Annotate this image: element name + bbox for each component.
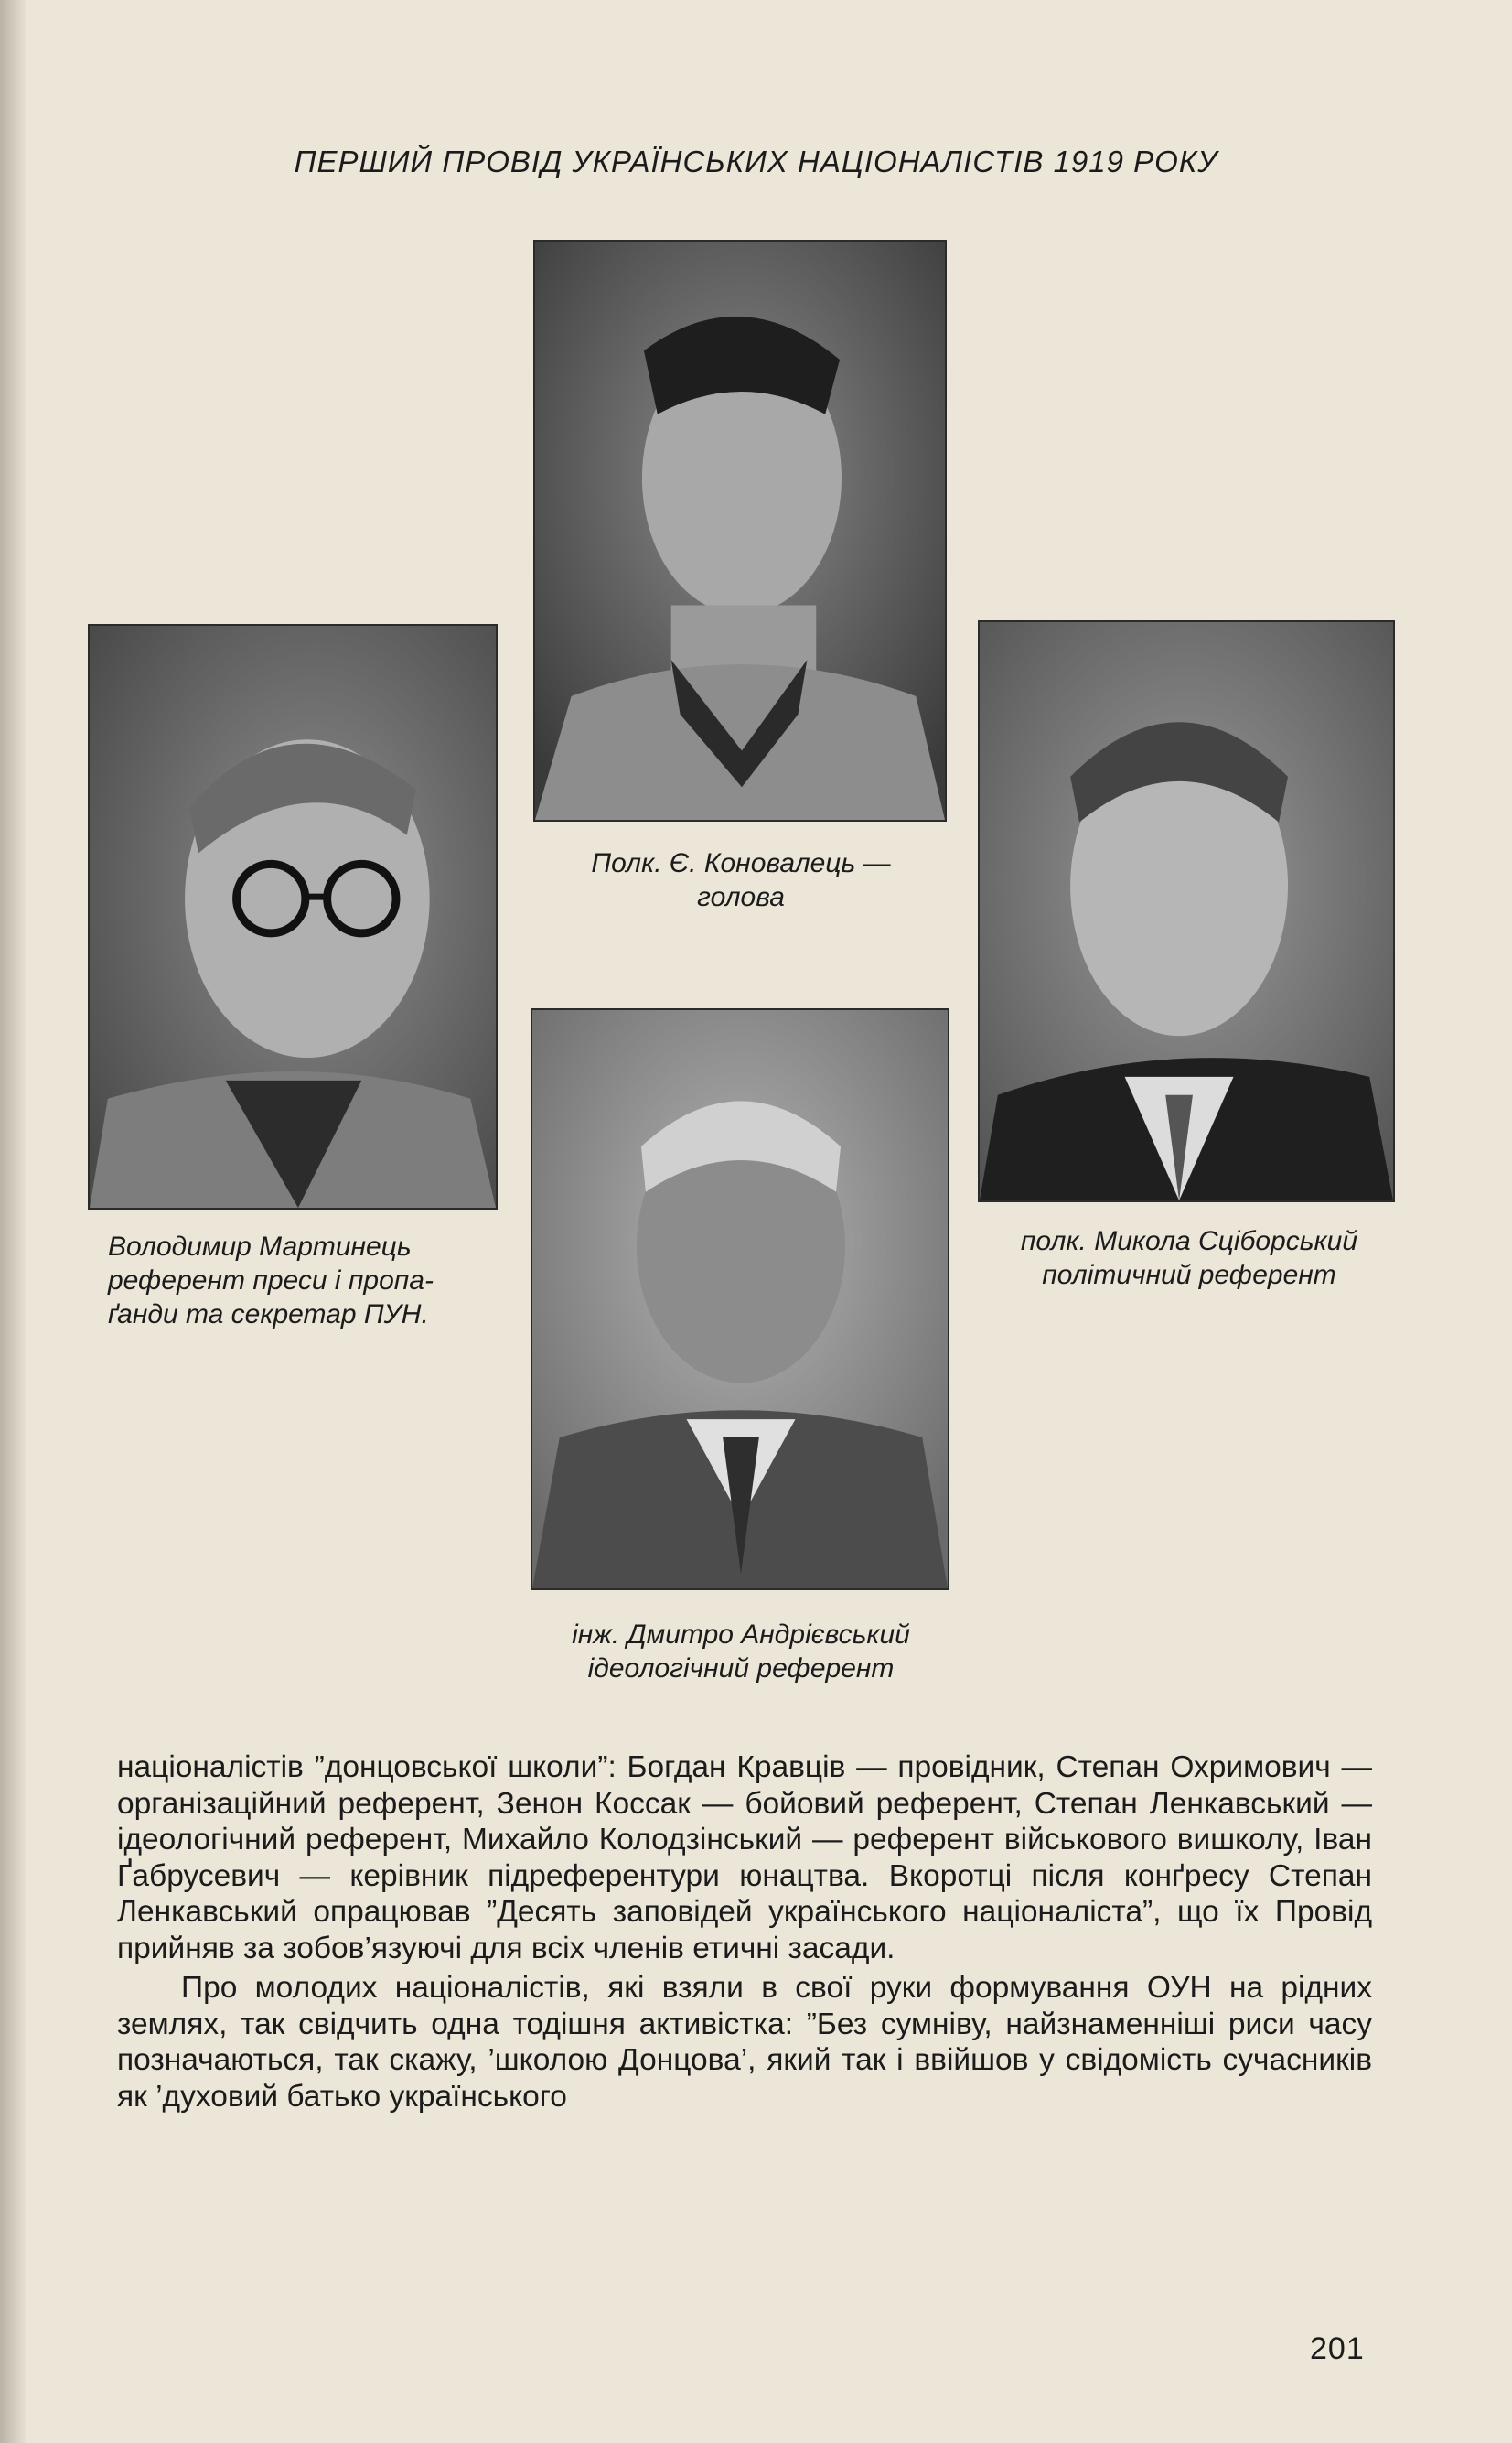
caption-konovalets	[512, 846, 970, 914]
caption-line: Полк. Є. Коновалець —	[591, 848, 891, 878]
photo-stsiborskyi	[978, 620, 1395, 1202]
caption-line: референт преси і пропа-	[108, 1265, 434, 1296]
photo-martynets	[88, 624, 498, 1210]
page-number: 201	[1310, 2331, 1365, 2366]
caption-andriievskyi	[512, 1618, 970, 1685]
caption-line: голова	[697, 882, 785, 912]
paragraph: націоналістів ”донцовської школи”: Богдан Кравців — провідник, Степан Охримович — організаційний референт, Зенон Коссак — бойовий референт, Степан Ленкавський — ідеологічний референт, Михайло Колодзінський — референт військового вишколу, Іван Ґабрусевич — керівник підреферентури юнацтва. Вкоротці після конґресу Степан Ленкавський опрацював ”Десять заповідей українського націоналіста”, що їх Провід прийняв за зобов’язуючі для всіх членів етичні засади.	[117, 1750, 1372, 1965]
caption-stsiborskyi	[970, 1224, 1409, 1292]
photo-andriievskyi	[531, 1008, 949, 1590]
paragraph: Про молодих націоналістів, які взяли в свої руки формування ОУН на рідних землях, так свідчить одна тодішня активістка: ”Без сумніву, найзнаменніші риси часу позначаються, так скажу, ’школою Донцова’, який так і ввійшов у свідомість сучасників як ’духовий батько українського	[117, 1971, 1372, 2114]
caption-line: полк. Микола Сціборський	[1020, 1226, 1358, 1256]
caption-line: політичний референт	[1042, 1260, 1336, 1290]
page-heading: ПЕРШИЙ ПРОВІД УКРАЇНСЬКИХ НАЦІОНАЛІСТІВ 1919 РОКУ	[294, 145, 1218, 178]
caption-line: ідеологічний референт	[587, 1653, 895, 1684]
photo-konovalets	[533, 240, 947, 822]
caption-line: Володимир Мартинець	[108, 1232, 412, 1262]
caption-martynets	[108, 1230, 538, 1331]
caption-line: ґанди та секретар ПУН.	[108, 1299, 429, 1329]
caption-line: інж. Дмитро Андрієвський	[572, 1620, 910, 1650]
page-edge-shadow	[0, 0, 26, 2443]
body-text	[117, 1749, 1372, 2115]
